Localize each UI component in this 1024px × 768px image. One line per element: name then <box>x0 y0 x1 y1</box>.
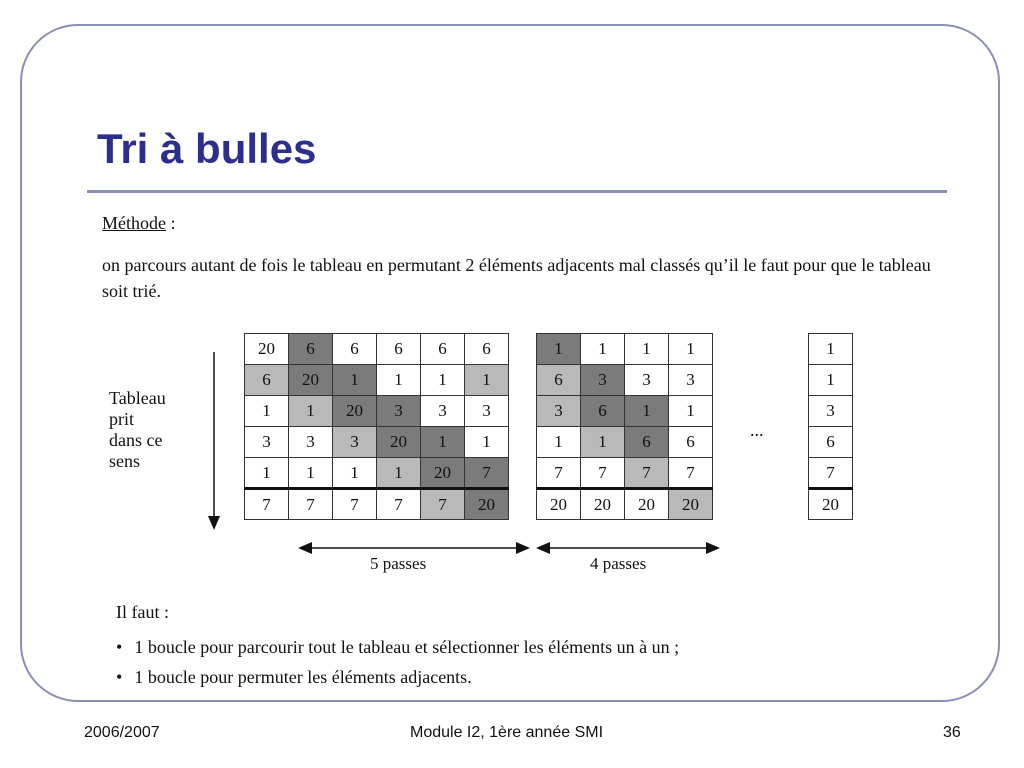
table-cell: 6 <box>581 396 625 427</box>
table-cell: 7 <box>421 489 465 520</box>
table-cell: 3 <box>377 396 421 427</box>
table-cell: 20 <box>245 334 289 365</box>
table-row <box>809 365 853 396</box>
table-cell: 6 <box>377 334 421 365</box>
table-cell: 20 <box>537 489 581 520</box>
table-cell: 20 <box>809 489 853 520</box>
table-row <box>809 458 853 489</box>
table-cell: 7 <box>465 458 509 489</box>
four-passes-label: 4 passes <box>590 554 647 573</box>
footer-course: Module I2, 1ère année SMI <box>410 724 604 741</box>
table-row <box>245 458 509 489</box>
table-cell: 6 <box>421 334 465 365</box>
table-cell: 20 <box>581 489 625 520</box>
table-cell: 1 <box>333 458 377 489</box>
bubble-pass-grid-2 <box>536 333 713 520</box>
footer-page-number: 36 <box>943 724 961 741</box>
side-label-line: prit <box>109 409 134 429</box>
table-cell: 20 <box>377 427 421 458</box>
table-cell: 1 <box>421 365 465 396</box>
table-cell: 1 <box>377 458 421 489</box>
table-cell: 1 <box>669 334 713 365</box>
table-cell: 1 <box>625 334 669 365</box>
list-item: • 1 boucle pour permuter les éléments adjacents. <box>116 666 679 688</box>
table-cell: 6 <box>245 365 289 396</box>
table-row <box>245 489 509 520</box>
table-row <box>537 427 713 458</box>
table-cell: 6 <box>465 334 509 365</box>
table-cell: 1 <box>289 396 333 427</box>
table-cell: 3 <box>333 427 377 458</box>
method-description: on parcours autant de fois le tableau en permutant 2 éléments adjacents mal classés qu’il le faut pour que le tableau soit trié. <box>102 255 931 301</box>
table-row <box>245 396 509 427</box>
side-label-line: sens <box>109 451 140 471</box>
table-row <box>245 427 509 458</box>
table-cell: 1 <box>245 458 289 489</box>
array-direction-label <box>109 388 209 472</box>
table-cell: 1 <box>809 365 853 396</box>
table-cell: 3 <box>465 396 509 427</box>
table-cell: 1 <box>625 396 669 427</box>
table-cell: 3 <box>245 427 289 458</box>
table-cell: 20 <box>421 458 465 489</box>
table-cell: 3 <box>669 365 713 396</box>
table-cell: 6 <box>333 334 377 365</box>
table-cell: 20 <box>465 489 509 520</box>
table-cell: 1 <box>377 365 421 396</box>
table-cell: 7 <box>669 458 713 489</box>
table-row <box>537 396 713 427</box>
table-cell: 1 <box>809 334 853 365</box>
table-cell: 1 <box>537 334 581 365</box>
table-cell: 1 <box>289 458 333 489</box>
table-row <box>809 427 853 458</box>
table-cell: 7 <box>333 489 377 520</box>
down-arrow-icon <box>205 352 223 532</box>
five-passes-label: 5 passes <box>370 554 427 573</box>
table-cell: 3 <box>809 396 853 427</box>
table-cell: 1 <box>245 396 289 427</box>
table-cell: 7 <box>537 458 581 489</box>
table-cell: 1 <box>421 427 465 458</box>
table-cell: 6 <box>809 427 853 458</box>
footer-date: 2006/2007 <box>84 724 160 741</box>
table-cell: 3 <box>421 396 465 427</box>
method-colon: : <box>165 213 176 233</box>
table-row <box>537 458 713 489</box>
table-cell: 6 <box>669 427 713 458</box>
table-cell: 1 <box>581 334 625 365</box>
table-row <box>809 334 853 365</box>
table-cell: 20 <box>289 365 333 396</box>
slide-title: Tri à bulles <box>97 125 317 172</box>
table-row <box>537 334 713 365</box>
method-label: Méthode <box>102 213 166 233</box>
requirements-list <box>116 636 679 696</box>
table-cell: 7 <box>377 489 421 520</box>
table-cell: 20 <box>333 396 377 427</box>
side-label-line: dans ce <box>109 430 163 450</box>
table-cell: 7 <box>625 458 669 489</box>
table-cell: 6 <box>625 427 669 458</box>
table-row <box>809 396 853 427</box>
ellipsis: ... <box>750 420 764 440</box>
table-row <box>809 489 853 520</box>
table-cell: 1 <box>581 427 625 458</box>
final-sorted-grid <box>808 333 853 520</box>
table-cell: 6 <box>289 334 333 365</box>
table-cell: 1 <box>465 365 509 396</box>
title-underline <box>87 190 947 193</box>
table-cell: 3 <box>625 365 669 396</box>
table-row <box>537 489 713 520</box>
table-cell: 7 <box>245 489 289 520</box>
side-label-line: Tableau <box>109 388 166 408</box>
table-cell: 20 <box>669 489 713 520</box>
table-cell: 7 <box>289 489 333 520</box>
table-row <box>245 334 509 365</box>
list-item: • 1 boucle pour parcourir tout le tableau et sélectionner les éléments un à un ; <box>116 636 679 658</box>
table-cell: 3 <box>289 427 333 458</box>
bubble-pass-grid-1 <box>244 333 509 520</box>
table-row <box>537 365 713 396</box>
table-cell: 7 <box>809 458 853 489</box>
table-cell: 1 <box>333 365 377 396</box>
table-cell: 1 <box>537 427 581 458</box>
method-heading <box>102 213 176 234</box>
requirements-heading: Il faut : <box>116 602 169 622</box>
table-cell: 6 <box>537 365 581 396</box>
table-cell: 1 <box>465 427 509 458</box>
table-cell: 3 <box>537 396 581 427</box>
table-row <box>245 365 509 396</box>
table-cell: 1 <box>669 396 713 427</box>
table-cell: 20 <box>625 489 669 520</box>
table-cell: 3 <box>581 365 625 396</box>
table-cell: 7 <box>581 458 625 489</box>
